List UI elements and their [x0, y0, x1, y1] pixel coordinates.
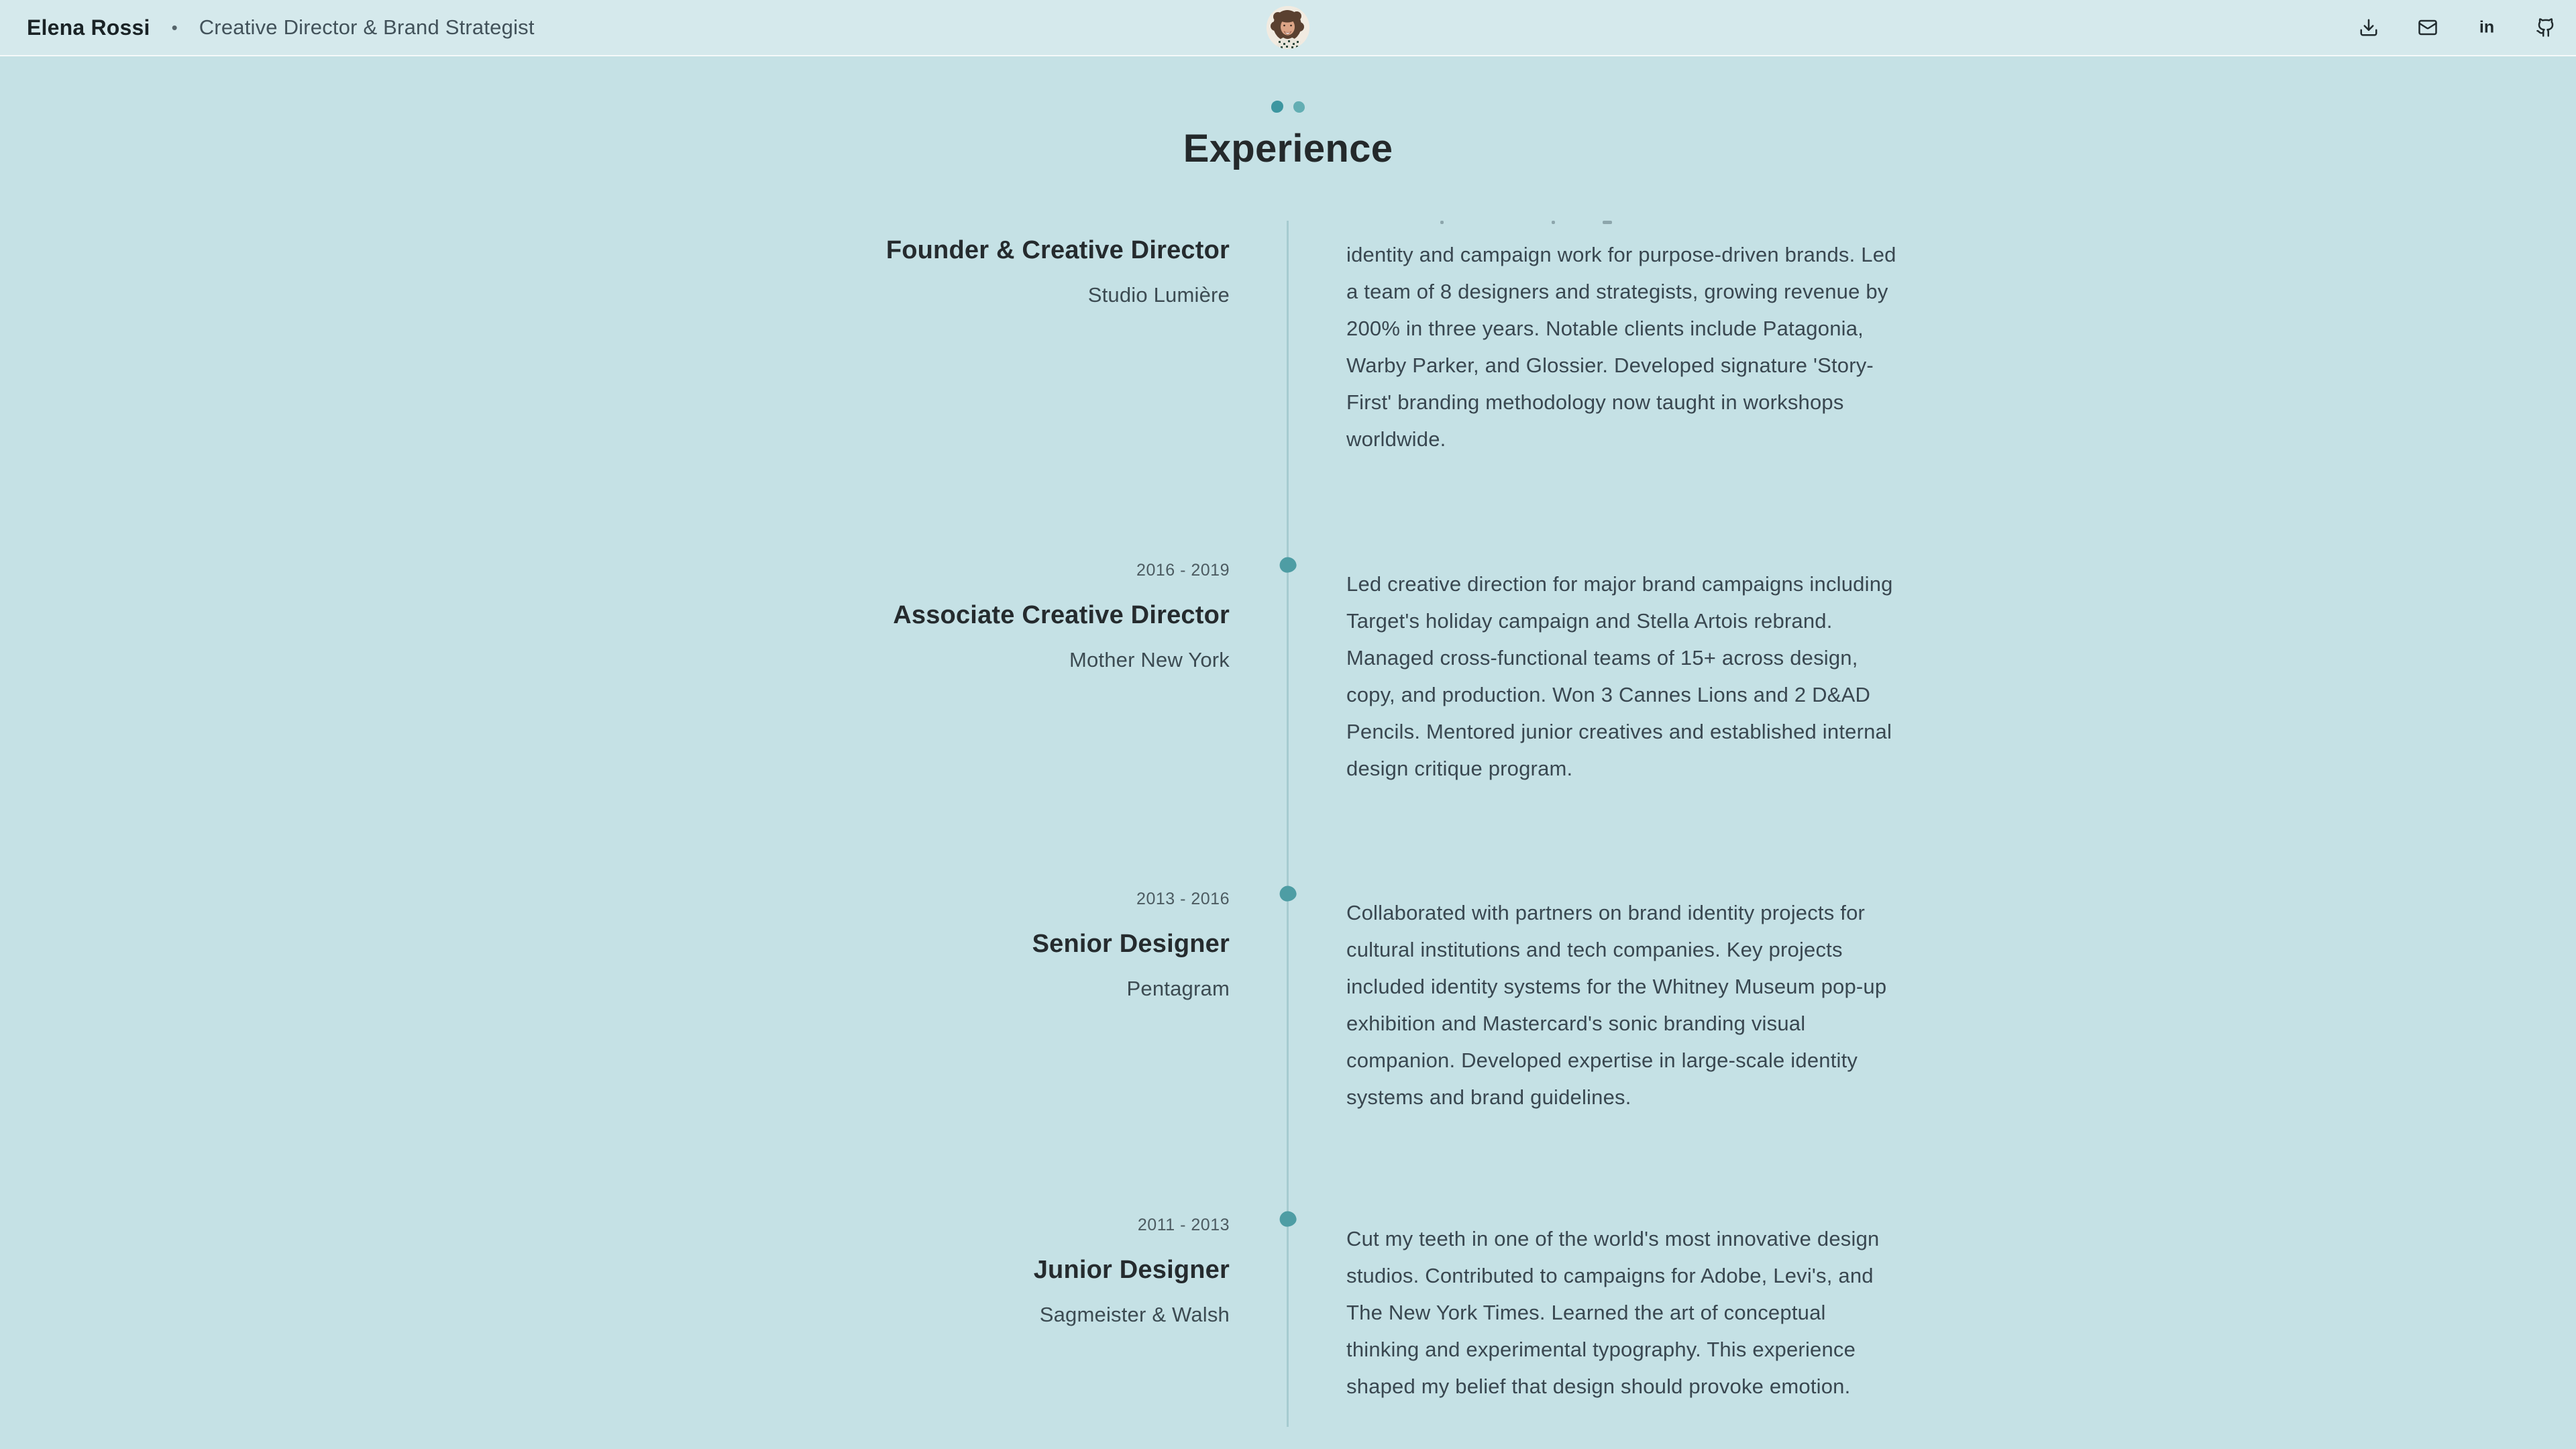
timeline-entry-meta — [626, 1214, 1230, 1328]
date-range: 2016 - 2019 — [1136, 561, 1230, 580]
timeline-dot — [1279, 1210, 1297, 1228]
linkedin-icon[interactable] — [2477, 17, 2497, 38]
mail-icon[interactable] — [2418, 17, 2438, 38]
date-range: 2013 - 2016 — [1136, 890, 1230, 908]
company-name: Sagmeister & Walsh — [1039, 1303, 1230, 1326]
job-title: Junior Designer — [1033, 1256, 1230, 1284]
identity-group — [27, 15, 535, 40]
github-icon[interactable] — [2536, 17, 2556, 38]
timeline-dot — [1279, 556, 1297, 574]
company-name: Mother New York — [1069, 648, 1230, 672]
job-description: identity and campaign work for purpose-driven brands. Led a team of 8 designers and strategists, growing revenue by 200% in three years. Notable clients include Patagonia, Warby Parker, and Glossier. Developed signature 'Story-First' branding methodology now taught in workshops worldwide. — [1346, 243, 1896, 451]
timeline-entry-meta — [626, 888, 1230, 1002]
job-title: Associate Creative Director — [893, 601, 1230, 629]
timeline-dot — [1279, 885, 1297, 902]
clipped-text-remnant — [1440, 221, 1444, 224]
accent-dot-left — [1271, 101, 1283, 113]
job-description: Cut my teeth in one of the world's most innovative design studios. Contributed to campaigns for Adobe, Levi's, and The New York Times. Learned the art of conceptual thinking and experimental typography. This experience shaped my belief that design should provoke emotion. — [1346, 1227, 1880, 1398]
job-description: Led creative direction for major brand campaigns including Target's holiday campaign and Stella Artois rebrand. Managed cross-functional teams of 15+ across design, copy, and production. Won 3 Cannes Lions and 2 D&AD Pencils. Mentored junior creatives and established internal design critique program. — [1346, 572, 1893, 780]
svg-text:in: in — [2479, 17, 2495, 37]
download-icon[interactable] — [2359, 17, 2379, 38]
avatar — [1267, 6, 1309, 49]
user-name: Elena Rossi — [27, 15, 150, 40]
job-description: Collaborated with partners on brand identity projects for cultural institutions and tech companies. Key projects included identity systems for the Whitney Museum pop-up exhibition and Mastercard's sonic branding visual companion. Developed expertise in large-scale identity systems and brand guidelines. — [1346, 901, 1887, 1109]
timeline-entry-meta — [626, 233, 1230, 309]
section-accent-dots — [1271, 101, 1305, 113]
date-range: 2011 - 2013 — [1137, 1216, 1230, 1234]
company-name: Pentagram — [1126, 977, 1230, 1000]
job-title: Senior Designer — [1032, 930, 1230, 958]
job-title: Founder & Creative Director — [885, 236, 1230, 264]
clipped-text-remnant — [1603, 221, 1612, 224]
header-actions — [2359, 17, 2556, 38]
separator-dot: • — [171, 17, 178, 38]
timeline-line — [1287, 221, 1289, 1427]
timeline-entry-meta — [626, 559, 1230, 674]
page-title: Experience — [1183, 127, 1393, 170]
top-bar — [0, 0, 2576, 56]
accent-dot-right — [1293, 101, 1305, 113]
company-name: Studio Lumière — [1087, 283, 1230, 307]
clipped-text-remnant — [1552, 221, 1555, 224]
user-role: Creative Director & Brand Strategist — [199, 15, 535, 39]
